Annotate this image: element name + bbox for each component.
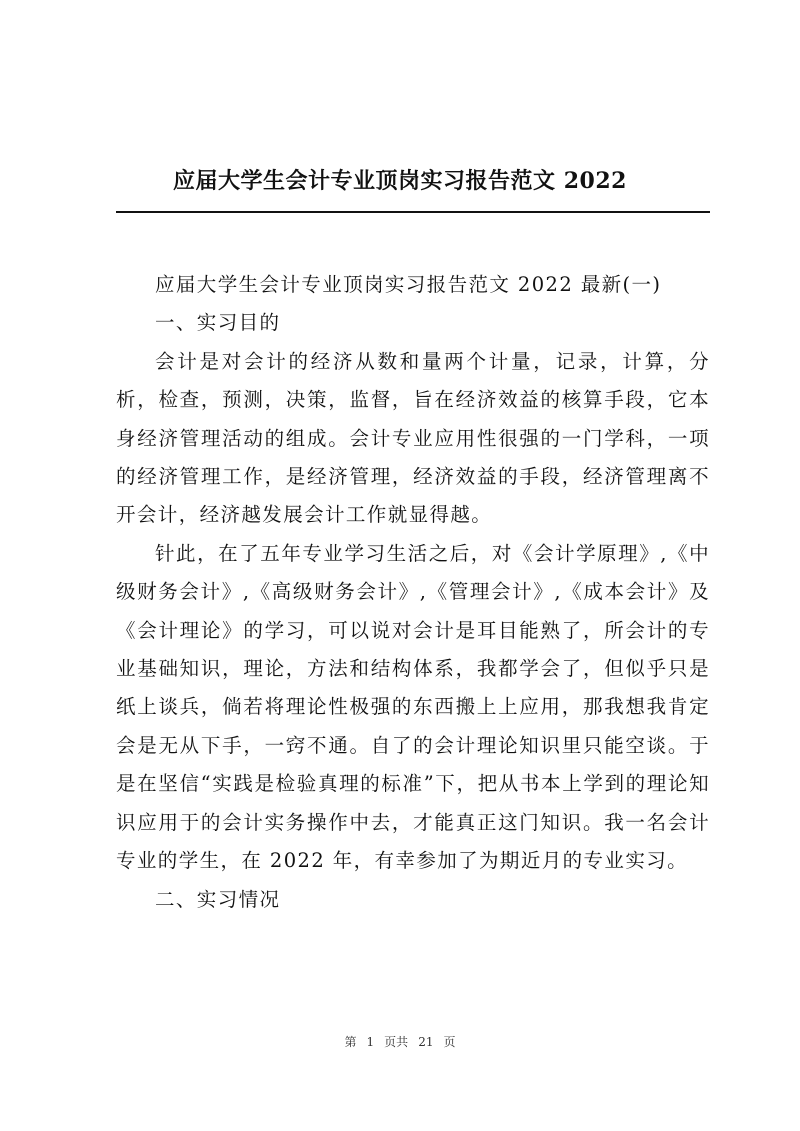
body-paragraph: 针此，在了五年专业学习生活之后，对《会计学原理》,《中级财务会计》,《高级财务会计》,《管理会计》,《成本会计》及《会计理论》的学习，可以说对会计是耳目能熟了，所会计的专业基础知识，理论，方法和结构体系，我都学会了，但似乎只是纸上谈兵，倘若将理论性极强的东西搬上上应用，那我想我肯定会是无从下手，一窍不通。自了的会计理论知识里只能空谈。于是在坚信“实践是检验真理的标准”下，把从书本上学到的理论知识应用于的会计实务操作中去，才能真正这门知识。我一名会计专业的学生，在 2022 年，有幸参加了为期近月的专业实习。 [116, 541, 710, 873]
footer-page-number: 1 [366, 1035, 375, 1049]
page-footer [0, 1033, 800, 1050]
footer-total-pages: 21 [418, 1035, 434, 1049]
footer-middle: 页共 [384, 1035, 409, 1049]
subtitle-paragraph: 应届大学生会计专业顶岗实习报告范文 2022 最新(一) [155, 273, 662, 296]
section-heading-situation: 二、实习情况 [155, 887, 281, 911]
section-heading-purpose: 一、实习目的 [155, 311, 281, 335]
document-title: 应届大学生会计专业顶岗实习报告范文 2022 [173, 168, 627, 194]
footer-prefix: 第 [344, 1035, 357, 1049]
title-underline [116, 211, 710, 213]
footer-suffix: 页 [443, 1035, 456, 1049]
body-paragraph: 会计是对会计的经济从数和量两个计量，记录，计算，分析，检查，预测，决策，监督，旨在经济效益的核算手段，它本身经济管理活动的组成。会计专业应用性很强的一门学科，一项的经济管理工作，是经济管理，经济效益的手段，经济管理离不开会计，经济越发展会计工作就显得越。 [116, 349, 710, 527]
document-body [116, 266, 710, 919]
